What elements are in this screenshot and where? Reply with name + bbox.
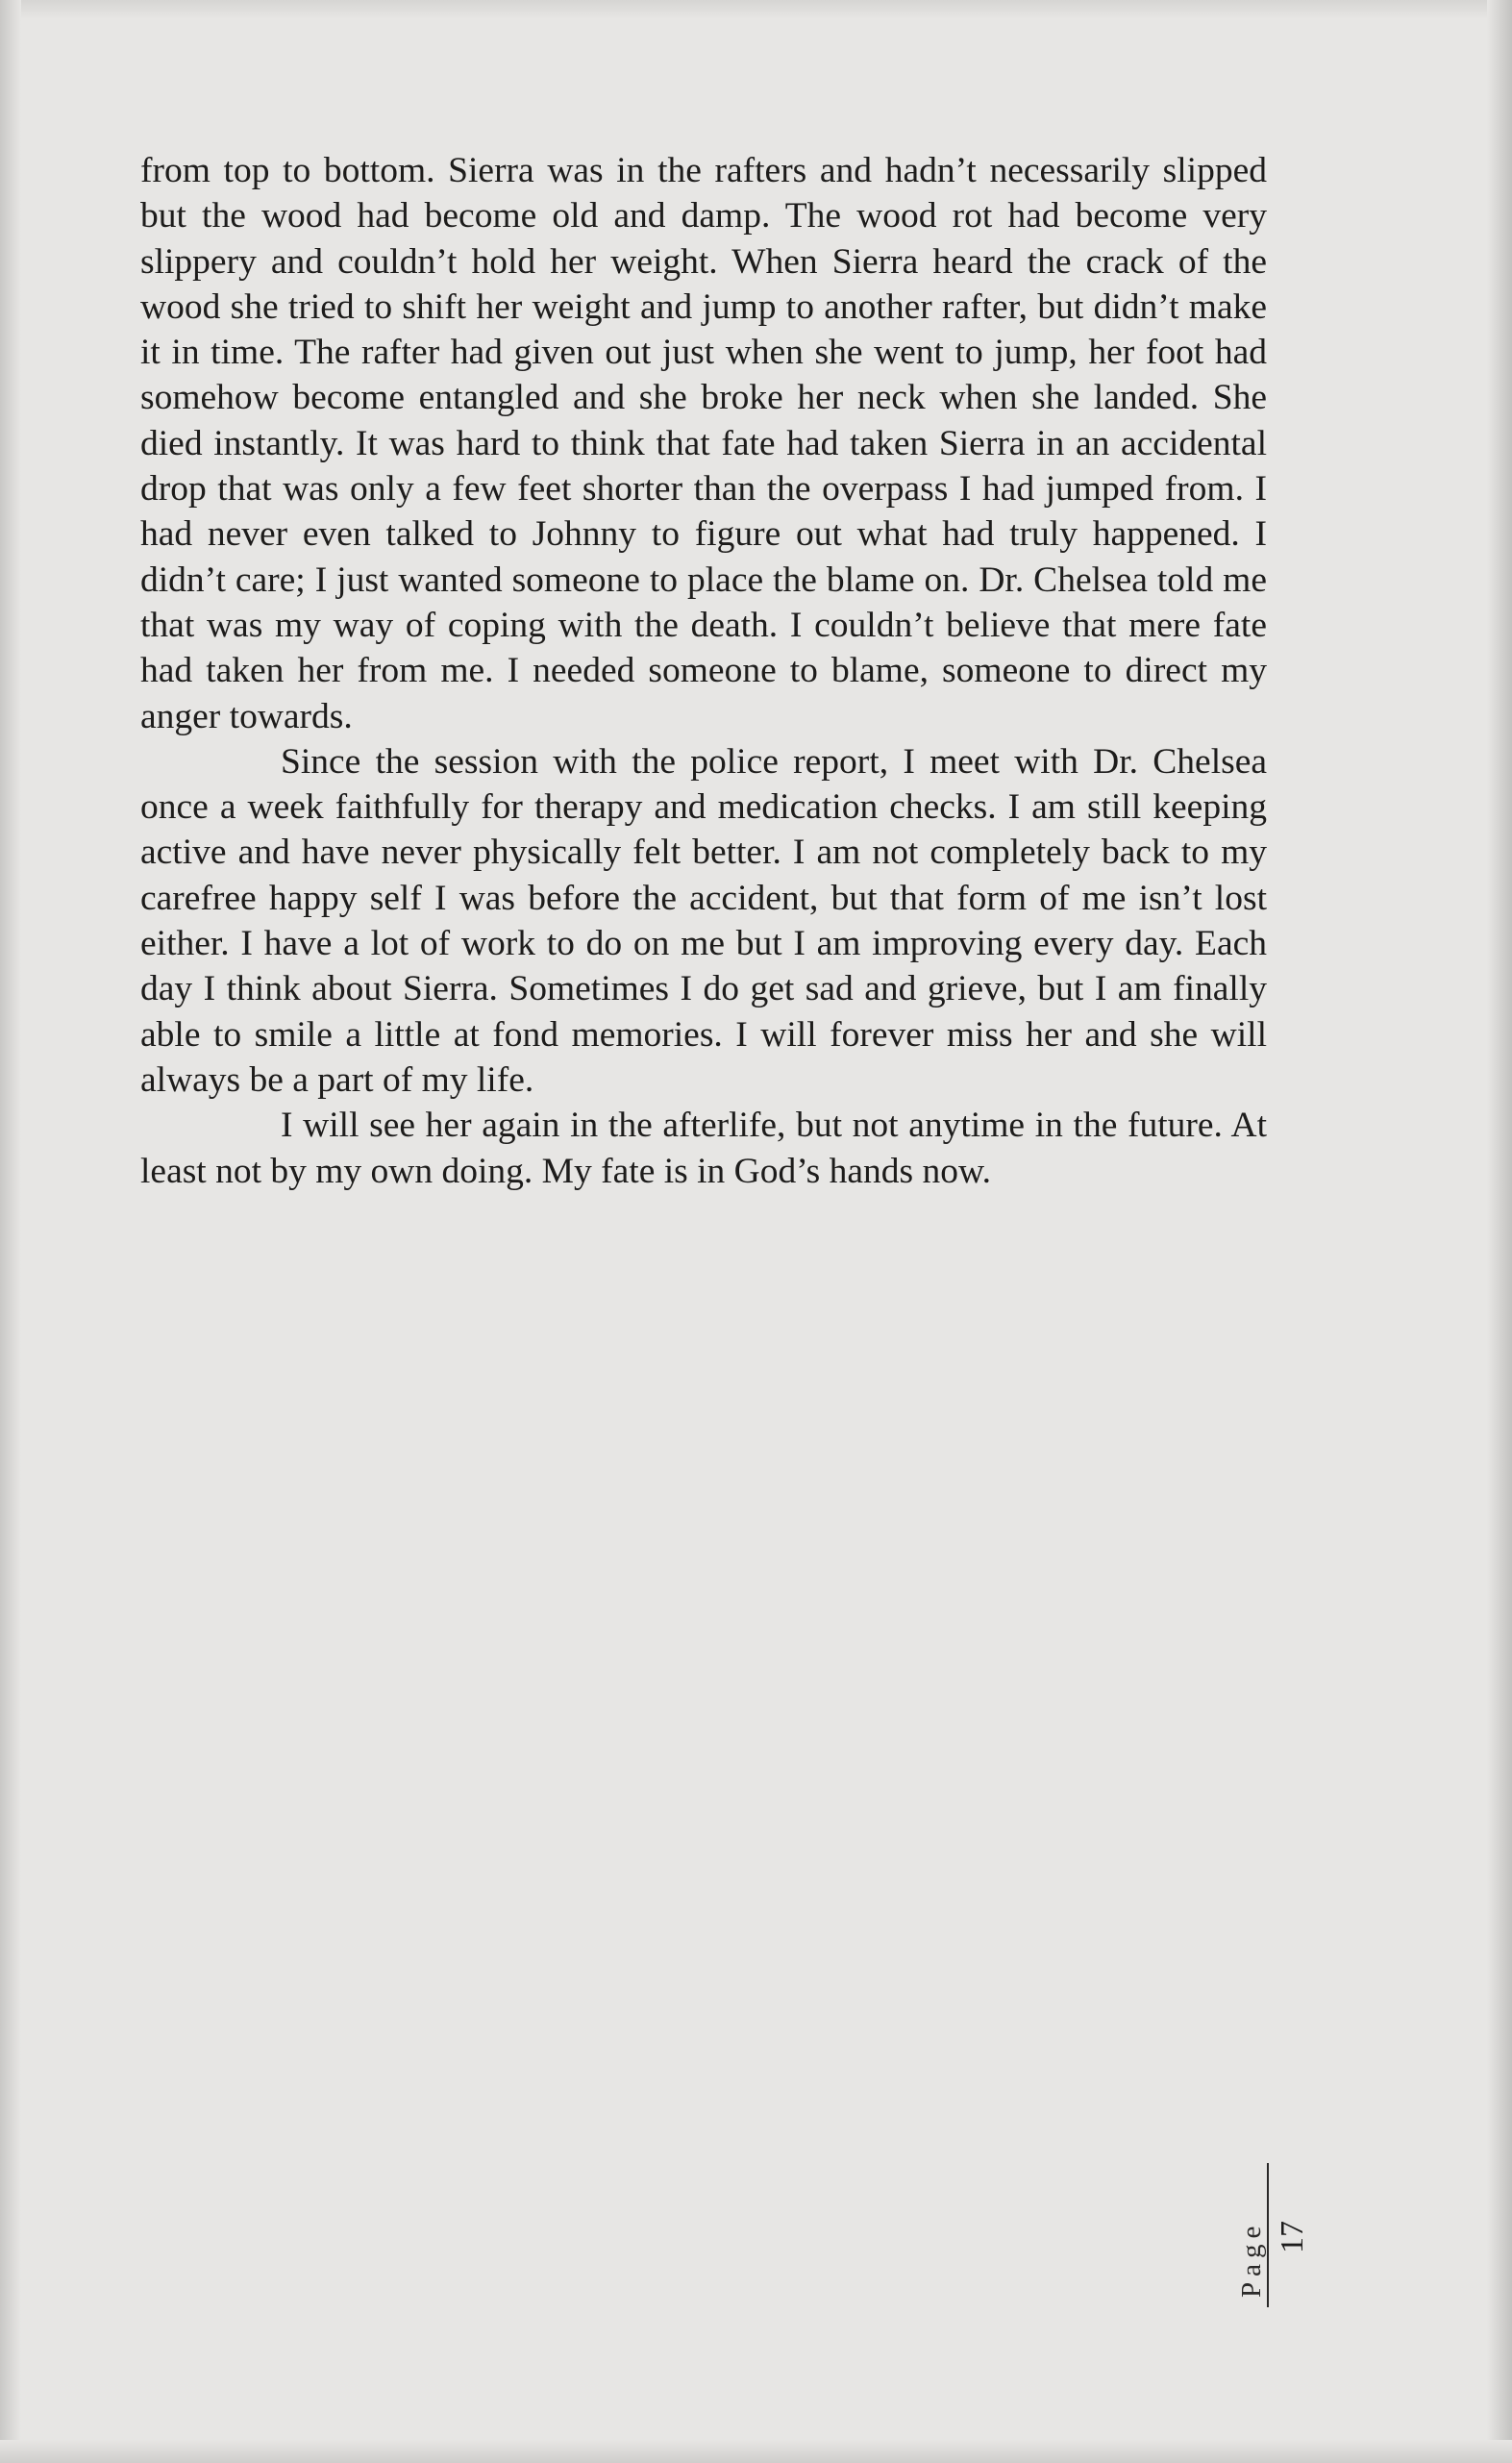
paragraph-1: from top to bottom. Sierra was in the rafters and hadn’t necessarily slipped but the wood had become old and damp. The wood rot had become very slippery and couldn’t hold her weight. When Sierra heard the crack of the wood she tried to shift her weight and jump to another rafter, but didn’t make it in time. The rafter had given out just when she went to jump, her foot had somehow become entangled and she broke her neck when she landed. She died instantly. It was hard to think that fate had taken Sierra in an accidental drop that was only a few feet shorter than the overpass I had jumped from. I had never even talked to Johnny to figure out what had truly happened. I didn’t care; I just wanted someone to place the blame on. Dr. Chelsea told me that was my way of coping with the death. I couldn’t believe that mere fate had taken her from me. I needed someone to blame, someone to direct my anger towards. [140,151,1267,736]
page-footer [1219,2163,1310,2317]
paragraph-3: I will see her again in the afterlife, but not anytime in the future. At least not by my own doing. My fate is in God’s hands now. [140,1106,1267,1191]
scan-right-edge [1487,0,1512,2463]
body-text [140,148,1267,1194]
paragraph-2: Since the session with the police report, I meet with Dr. Chelsea once a week faithfully for therapy and medication checks. I am still keeping active and have never physically felt better. I am not completely back to my carefree happy self I was before the accident, but that form of me isn’t lost either. I have a lot of work to do on me but I am improving every day. Each day I think about Sierra. Sometimes I do get sad and grieve, but I am finally able to smile a little at fond memories. I will forever miss her and she will always be a part of my life. [140,741,1267,1100]
scan-left-edge [0,0,21,2463]
page-divider [1267,2163,1269,2307]
page-label: Page [1236,2220,1267,2298]
scan-top-edge [0,0,1512,19]
scan-bottom-edge [0,2440,1512,2463]
page-number: 17 [1275,2221,1310,2253]
